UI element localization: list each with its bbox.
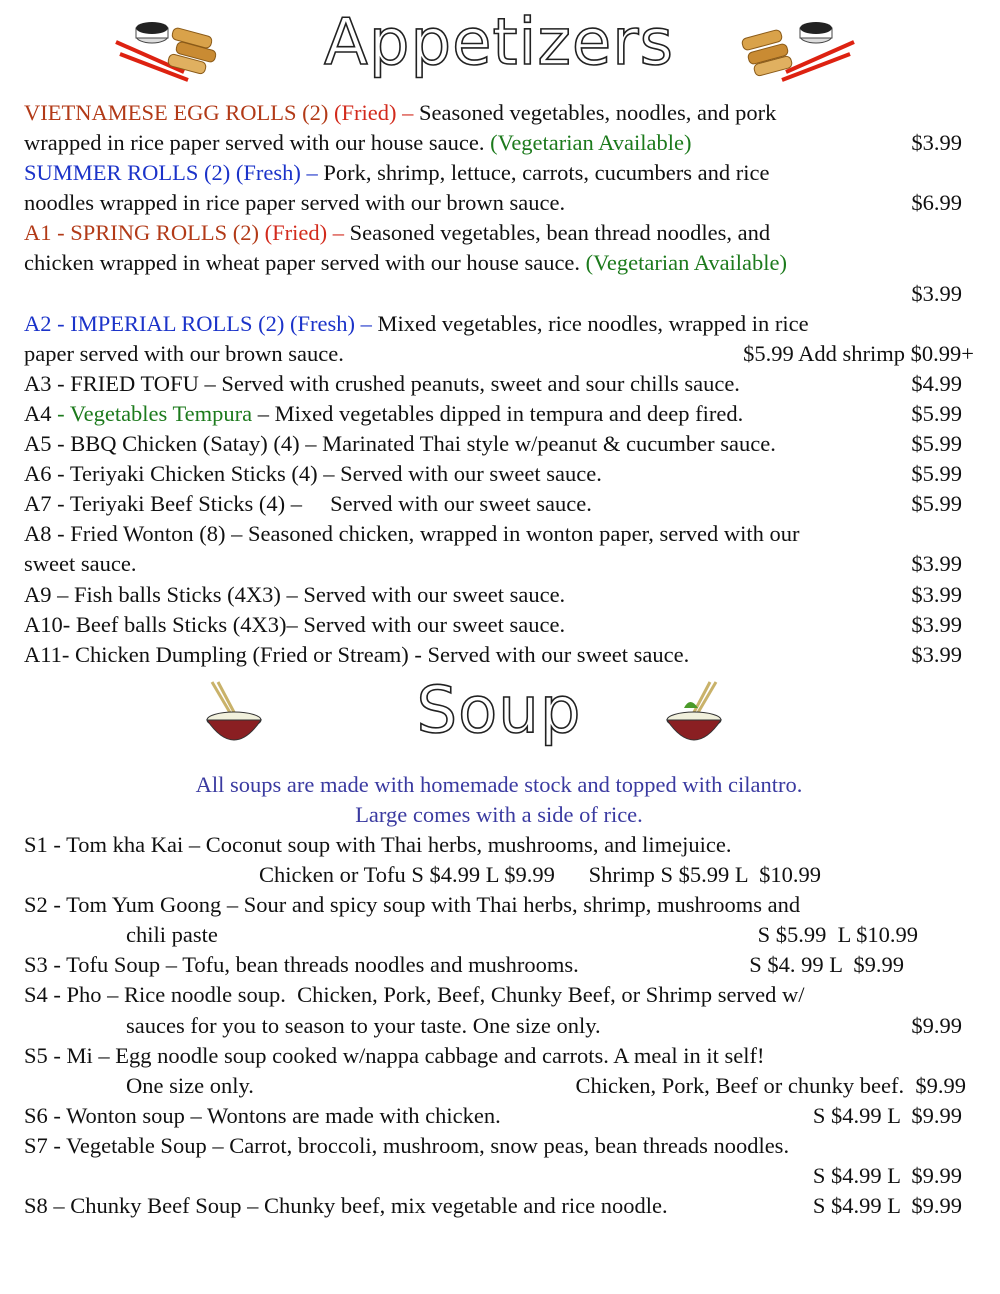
price: $3.99 (911, 280, 962, 306)
appetizers-title: Appetizers (324, 6, 674, 80)
menu-line: sweet sauce. $3.99 (24, 549, 974, 579)
price: $3.99 (911, 581, 962, 607)
menu-line: A2 - IMPERIAL ROLLS (2) (Fresh) – Mixed vegetables, rice noodles, wrapped in rice (24, 310, 809, 336)
price: $5.99 (911, 431, 962, 457)
menu-line: A11- Chicken Dumpling (Fried or Stream) - Served with our sweet sauce. $3.99 (24, 640, 974, 670)
price: $5.99 (911, 400, 962, 426)
menu-line: One size only. Chicken, Pork, Beef or chunky beef. $9.99 (24, 1071, 974, 1101)
menu-line: sauces for you to season to your taste. One size only. $9.99 (24, 1011, 974, 1041)
price: $3.99 (911, 641, 962, 667)
price: S $5.99 L $10.99 (757, 922, 918, 948)
price: $6.99 (911, 190, 962, 216)
menu-line: S8 – Chunky Beef Soup – Chunky beef, mix vegetable and rice noodle. S $4.99 L $9.99 (24, 1191, 974, 1221)
price: $3.99 (911, 611, 962, 637)
soup-note: All soups are made with homemade stock and topped with cilantro. (195, 771, 803, 797)
menu-line: A1 - SPRING ROLLS (2) (Fried) – Seasoned vegetables, bean thread noodles, and (24, 220, 771, 246)
menu-line: noodles wrapped in rice paper served with our brown sauce. $6.99 (24, 188, 974, 218)
menu-line: A5 - BBQ Chicken (Satay) (4) – Marinated Thai style w/peanut & cucumber sauce. $5.99 (24, 429, 974, 459)
menu-line (24, 1161, 974, 1191)
soup-bowl-icon (664, 680, 724, 750)
menu-line: paper served with our brown sauce. $5.99 Add shrimp $0.99+ (24, 339, 974, 369)
menu-line: A10- Beef balls Sticks (4X3)– Served with our sweet sauce. $3.99 (24, 610, 974, 640)
soup-note: Large comes with a side of rice. (355, 801, 643, 827)
price: S $4.99 L $9.99 (812, 1102, 962, 1128)
price: $3.99 (911, 551, 962, 577)
soup-list (24, 770, 974, 1221)
menu-line: S5 - Mi – Egg noodle soup cooked w/nappa cabbage and carrots. A meal in it self! (24, 1042, 765, 1068)
menu-line: A7 - Teriyaki Beef Sticks (4) – Served with our sweet sauce. $5.99 (24, 489, 974, 519)
menu-line: A9 – Fish balls Sticks (4X3) – Served with our sweet sauce. $3.99 (24, 580, 974, 610)
menu-line: wrapped in rice paper served with our house sauce. (Vegetarian Available) $3.99 (24, 128, 974, 158)
price: S $4.99 L $9.99 (812, 1193, 962, 1219)
price: Chicken, Pork, Beef or chunky beef. $9.99 (575, 1072, 966, 1098)
menu-line: S1 - Tom kha Kai – Coconut soup with Thai herbs, mushrooms, and limejuice. (24, 831, 732, 857)
soup-title: Soup (416, 673, 582, 748)
appetizers-list (24, 98, 974, 670)
menu-line: VIETNAMESE EGG ROLLS (2) (Fried) – Seasoned vegetables, noodles, and pork (24, 100, 777, 125)
price: $5.99 (911, 461, 962, 487)
menu-line (24, 279, 974, 309)
price: $3.99 (911, 130, 962, 156)
menu-line: Chicken or Tofu S $4.99 L $9.99 Shrimp S $5.99 L $10.99 (259, 862, 821, 888)
menu-line: chicken wrapped in wheat paper served with our house sauce. (Vegetarian Available) (24, 250, 788, 276)
menu-line: S4 - Pho – Rice noodle soup. Chicken, Pork, Beef, Chunky Beef, or Shrimp served w/ (24, 982, 805, 1008)
menu-line: SUMMER ROLLS (2) (Fresh) – Pork, shrimp, lettuce, carrots, cucumbers and rice (24, 160, 770, 186)
menu-line: A8 - Fried Wonton (8) – Seasoned chicken, wrapped in wonton paper, served with our (24, 521, 800, 547)
menu-line: S7 - Vegetable Soup – Carrot, broccoli, mushroom, snow peas, bean threads noodles. (24, 1132, 790, 1158)
price: $5.99 (911, 491, 962, 517)
menu-line: S3 - Tofu Soup – Tofu, bean threads noodles and mushrooms. S $4. 99 L $9.99 (24, 950, 974, 980)
menu-line: A6 - Teriyaki Chicken Sticks (4) – Served with our sweet sauce. $5.99 (24, 459, 974, 489)
menu-line: chili paste S $5.99 L $10.99 (24, 920, 974, 950)
menu-line: S2 - Tom Yum Goong – Sour and spicy soup with Thai herbs, shrimp, mushrooms and (24, 892, 801, 918)
price: S $4.99 L $9.99 (812, 1163, 962, 1188)
price: $9.99 (911, 1012, 962, 1038)
price: $4.99 (911, 370, 962, 396)
price: S $4. 99 L $9.99 (749, 952, 904, 978)
menu-line: A4 - Vegetables Tempura – Mixed vegetables dipped in tempura and deep fired. $5.99 (24, 399, 974, 429)
menu-line: S6 - Wonton soup – Wontons are made with chicken. S $4.99 L $9.99 (24, 1101, 974, 1131)
soup-header (24, 673, 974, 770)
price: $5.99 Add shrimp $0.99+ (743, 340, 974, 366)
menu-line: A3 - FRIED TOFU – Served with crushed peanuts, sweet and sour chills sauce. $4.99 (24, 369, 974, 399)
egg-roll-icon (734, 14, 859, 84)
appetizers-header (24, 0, 974, 98)
